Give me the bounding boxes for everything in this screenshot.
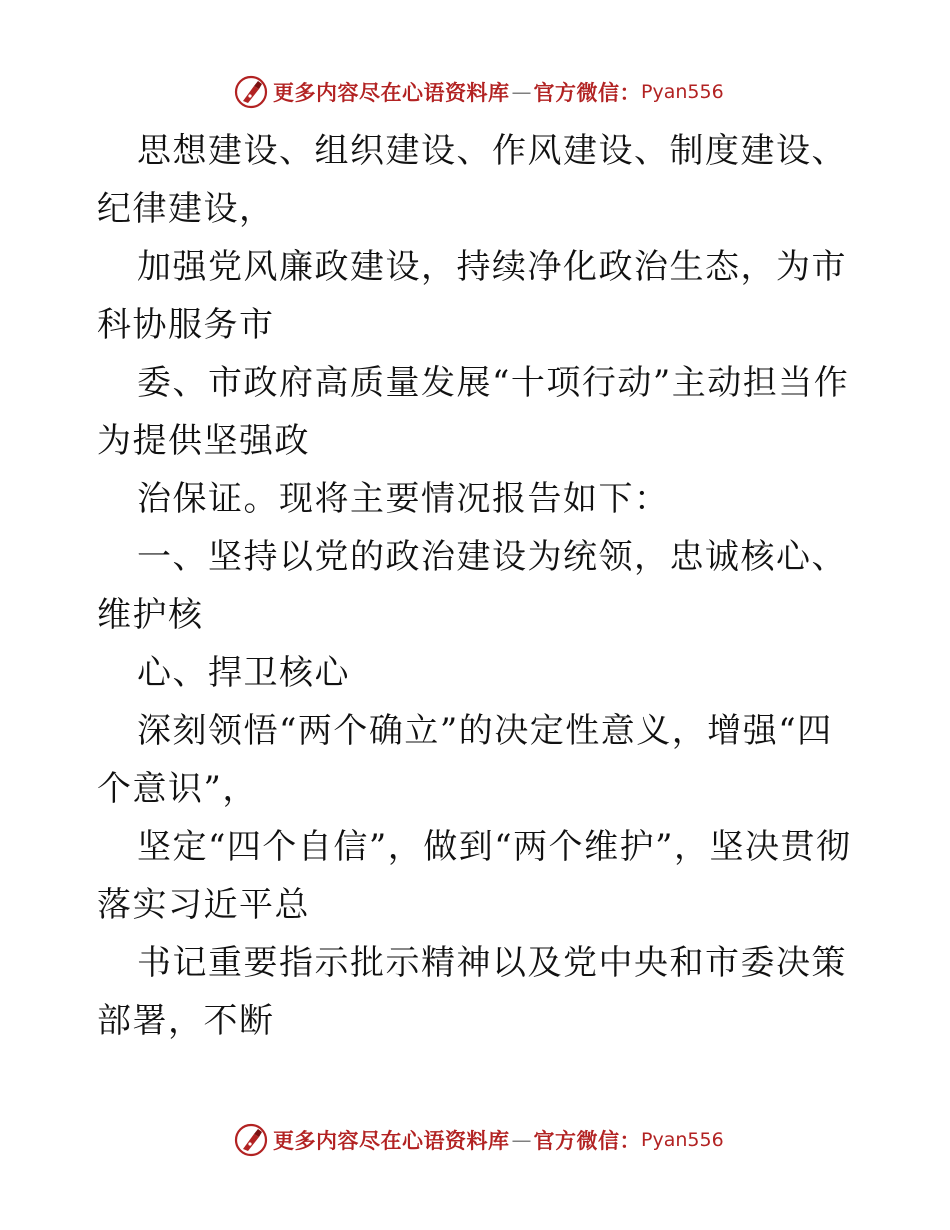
header-wechat-label: 官方微信： — [533, 80, 641, 105]
footer-banner-text: 更多内容尽在心语资料库 — [273, 1128, 510, 1153]
header-watermark-banner — [0, 72, 950, 112]
footer-banner-dash: — — [511, 1128, 532, 1152]
paragraph: 深刻领悟“两个确立”的决定性意义，增强“四个意识”， — [97, 711, 833, 809]
pen-nib-logo-icon — [234, 75, 268, 109]
paragraph: 委、市政府高质量发展“十项行动”主动担当作为提供坚强政 — [97, 363, 850, 461]
header-banner-dash: — — [511, 80, 532, 104]
header-banner-content — [234, 72, 724, 112]
paragraph: 书记重要指示批示精神以及党中央和市委决策部署，不断 — [97, 943, 847, 1041]
footer-wechat-id: Pyan556 — [641, 1129, 724, 1151]
footer-wechat-label: 官方微信： — [533, 1128, 641, 1153]
section-heading: 一、坚持以党的政治建设为统领，忠诚核心、维护核 — [97, 537, 847, 635]
footer-banner-content — [234, 1120, 724, 1160]
header-wechat-id: Pyan556 — [641, 81, 724, 103]
paragraph: 坚定“四个自信”，做到“两个维护”，坚决贯彻落实习近平总 — [97, 827, 852, 925]
paragraph: 思想建设、组织建设、作风建设、制度建设、纪律建设， — [97, 131, 847, 229]
footer-watermark-banner — [0, 1120, 950, 1160]
paragraph: 加强党风廉政建设，持续净化政治生态，为市科协服务市 — [97, 247, 847, 345]
header-banner-text: 更多内容尽在心语资料库 — [273, 80, 510, 105]
document-body — [97, 122, 857, 1050]
pen-nib-logo-icon — [234, 1123, 268, 1157]
paragraph: 治保证。现将主要情况报告如下： — [137, 479, 670, 519]
section-heading-continuation: 心、捍卫核心 — [137, 653, 350, 693]
